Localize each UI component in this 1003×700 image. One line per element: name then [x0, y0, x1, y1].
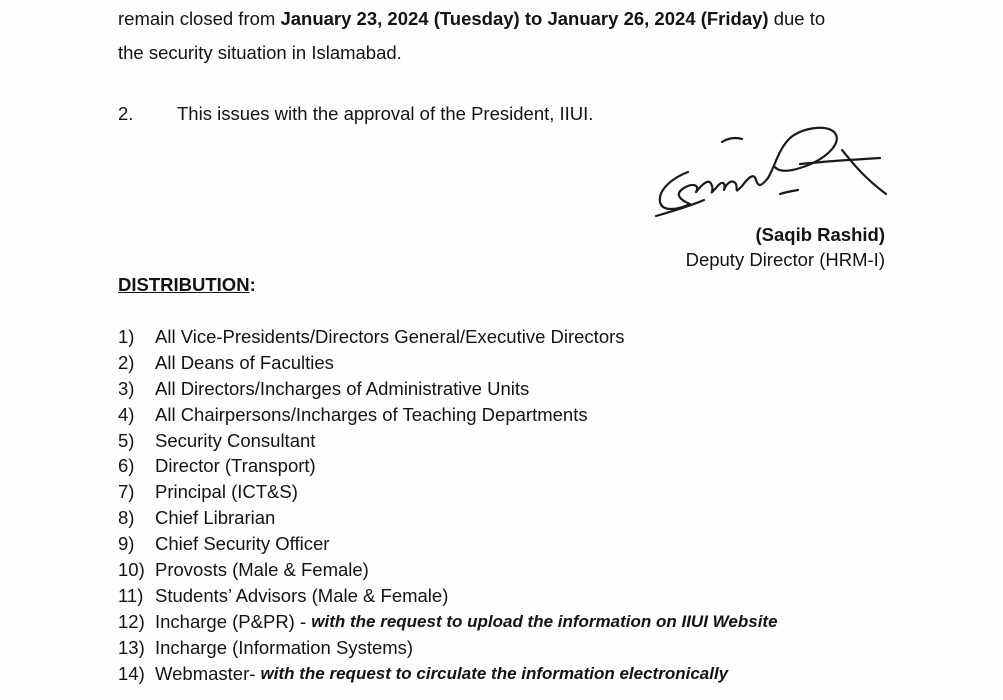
item-number: 5)	[118, 429, 135, 451]
item-number: 12)	[118, 610, 145, 632]
text-segment: remain closed from	[118, 8, 281, 29]
item-note: with the request to circulate the information electronically	[260, 663, 729, 683]
list-item	[118, 378, 778, 404]
list-item	[118, 430, 778, 456]
list-item	[118, 533, 778, 559]
list-item	[118, 585, 778, 611]
paragraph-2-text: This issues with the approval of the President, IIUI.	[177, 103, 594, 124]
end-date: January 26, 2024 (Friday)	[547, 8, 769, 29]
list-item	[118, 507, 778, 533]
item-text: Director (Transport)	[155, 455, 316, 477]
item-text: All Vice-Presidents/Directors General/Executive Directors	[155, 326, 625, 347]
signatory-name: (Saqib Rashid)	[755, 224, 885, 245]
list-item	[118, 663, 778, 689]
paragraph-1-line-1	[118, 8, 825, 30]
item-number: 6)	[118, 455, 135, 477]
distribution-list	[118, 326, 778, 688]
item-note: with the request to upload the information on IIUI Website	[311, 611, 778, 631]
list-item	[118, 326, 778, 352]
list-item	[118, 481, 778, 507]
item-text: Incharge (P&PR) -	[155, 610, 312, 632]
item-text: Principal (ICT&S)	[155, 481, 298, 503]
list-item	[118, 352, 778, 378]
item-number: 13)	[118, 636, 145, 658]
list-item	[118, 611, 778, 637]
text-segment: to	[519, 8, 548, 29]
item-text: Provosts (Male & Female)	[155, 559, 369, 581]
item-text: Incharge (Information Systems)	[155, 636, 414, 658]
item-number: 8)	[118, 507, 135, 529]
signatory-title: Deputy Director (HRM-I)	[685, 249, 885, 270]
item-text: Chief Security Officer	[155, 533, 330, 555]
item-text: All Directors/Incharges of Administrative Units	[155, 377, 530, 399]
list-item	[118, 637, 778, 663]
paragraph-2-number: 2.	[118, 103, 134, 124]
item-text: Students’ Advisors (Male & Female)	[155, 584, 449, 606]
list-item	[118, 455, 778, 481]
item-text: Webmaster-	[155, 662, 261, 684]
item-number: 4)	[118, 403, 135, 425]
item-number: 11)	[118, 584, 144, 606]
item-number: 2)	[118, 351, 135, 373]
item-number: 9)	[118, 533, 135, 555]
item-number: 3)	[118, 377, 135, 399]
list-item	[118, 404, 778, 430]
item-text: Security Consultant	[155, 429, 316, 451]
distribution-heading-colon: :	[249, 274, 256, 295]
item-text: Chief Librarian	[155, 507, 276, 529]
distribution-heading-text: DISTRIBUTION	[118, 274, 250, 295]
item-number: 7)	[118, 481, 135, 503]
item-text: All Deans of Faculties	[155, 351, 334, 373]
item-text: All Chairpersons/Incharges of Teaching Departments	[155, 403, 588, 425]
handwritten-signature	[650, 120, 890, 220]
start-date: January 23, 2024 (Tuesday)	[280, 8, 520, 29]
paragraph-1-line-2: the security situation in Islamabad.	[118, 42, 402, 63]
item-number: 10)	[118, 559, 145, 581]
text-segment: due to	[768, 8, 826, 29]
distribution-heading	[118, 274, 256, 296]
item-number: 1)	[118, 326, 135, 347]
list-item	[118, 559, 778, 585]
item-number: 14)	[118, 662, 145, 684]
